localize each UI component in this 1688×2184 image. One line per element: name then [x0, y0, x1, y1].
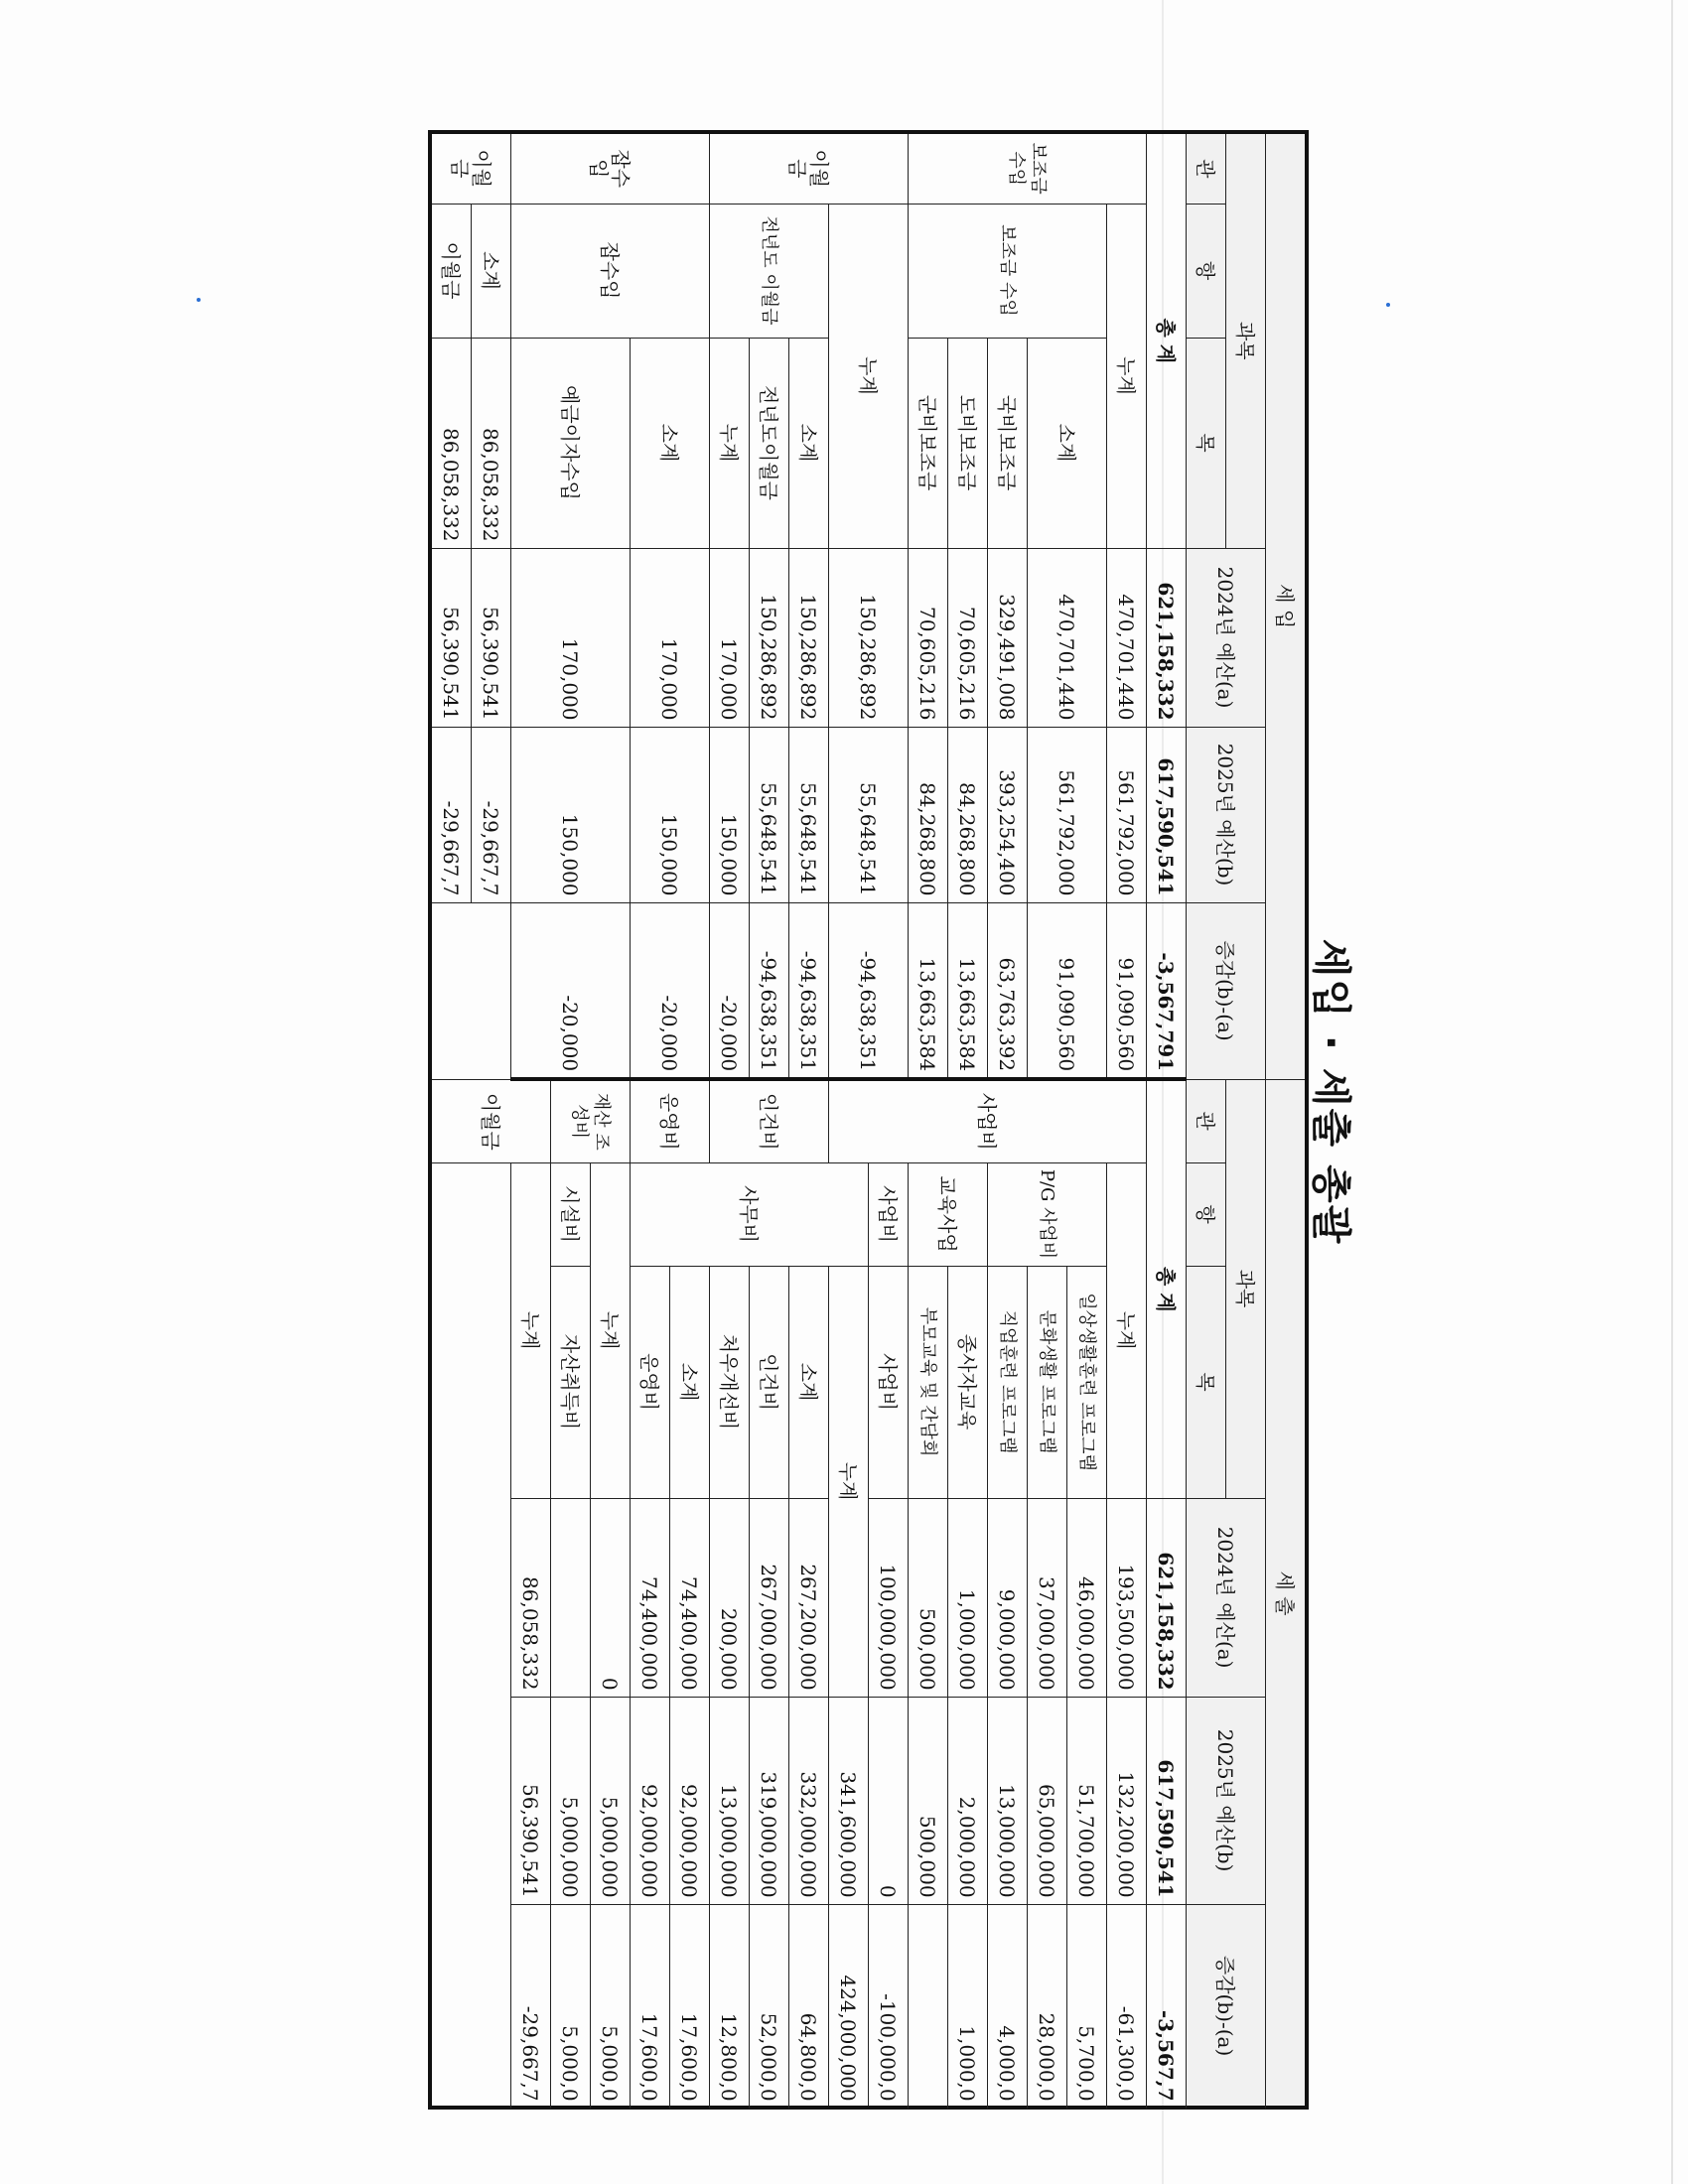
page-title: 세입 · 세출 총괄 [1308, 938, 1353, 1246]
income-diff: -94,638,351 [750, 902, 789, 1079]
income-budget-2024: 329,491,008 [988, 548, 1028, 727]
expense-diff: -29,667,7 [511, 1904, 551, 2108]
expense-budget-2024: 86,058,332 [430, 338, 472, 548]
income-diff: -20,000 [631, 902, 710, 1079]
expense-diff: -3,567,7 [1147, 1904, 1187, 2108]
income-budget-2025-header: 2025년 예산(b) [1187, 727, 1266, 902]
expense-budget-2024: 46,000,000 [1067, 1498, 1107, 1697]
expense-mok-welfare: 처우개선비 [710, 1266, 750, 1498]
income-budget-2025: 561,792,000 [1028, 727, 1107, 902]
expense-diff: 17,600,0 [670, 1904, 710, 2108]
expense-budget-2025: 617,590,541 [1147, 1697, 1187, 1904]
expense-budget-2024: 193,500,000 [1107, 1498, 1147, 1697]
expense-diff: 64,800,0 [789, 1904, 829, 2108]
income-mok-interest: 예금이자수입 [511, 338, 631, 548]
income-budget-2024: 150,286,892 [829, 548, 909, 727]
income-budget-2024: 170,000 [631, 548, 710, 727]
income-budget-2024: 70,605,216 [909, 548, 948, 727]
expense-hang-pg: P/G 사업비 [988, 1162, 1107, 1266]
expense-personnel-sub-label: 소계 [789, 1266, 829, 1498]
income-mok-prev-carryover: 전년도이월금 [750, 338, 789, 548]
expense-budget-2025: 319,000,000 [750, 1697, 789, 1904]
expense-diff: 5,000,0 [591, 1904, 631, 2108]
income-misc-sum-label: 누계 [710, 338, 750, 548]
income-hang-subsidy: 보조금 수입 [909, 204, 1107, 338]
expense-gwan-header: 관 [1187, 1079, 1226, 1162]
income-budget-2024: 150,286,892 [750, 548, 789, 727]
expense-mok-project: 사업비 [869, 1266, 909, 1498]
income-carryover-sum-label: 누계 [829, 204, 909, 548]
income-total-label: 총 계 [1147, 132, 1187, 548]
income-hang-header: 항 [1187, 204, 1226, 338]
table-row [1107, 132, 1147, 2108]
expense-office-sum-label: 누계 [829, 1266, 869, 1697]
expense-gwan-carry: 이월금 [430, 1079, 551, 1162]
expense-budget-2025: 500,000 [909, 1697, 948, 1904]
expense-budget-2025: 56,390,541 [430, 548, 472, 727]
expense-mok-header: 목 [1187, 1266, 1226, 1498]
expense-carry-sum-label: 누계 [511, 1162, 551, 1498]
expense-hang-personnel: 인건비 [710, 1079, 829, 1162]
expense-budget-2024: 621,158,332 [1147, 1498, 1187, 1697]
expense-diff [909, 1904, 948, 2108]
expense-hang-carry: 이월금 [430, 132, 511, 204]
income-diff: 63,763,392 [988, 902, 1028, 1079]
income-budget-2025: 150,000 [511, 727, 631, 902]
expense-budget-2025: 92,000,000 [631, 1697, 670, 1904]
expense-diff: -29,667,7 [472, 727, 511, 902]
expense-diff: 4,000,0 [988, 1904, 1028, 2108]
expense-budget-2024: 74,400,000 [670, 1498, 710, 1697]
expense-gwan-business: 사업비 [829, 1079, 1147, 1162]
expense-diff: -61,300,0 [1107, 1904, 1147, 2108]
expense-total-label: 총 계 [1147, 1079, 1187, 1498]
expense-budget-2025: 51,700,000 [1067, 1697, 1107, 1904]
expense-gwan-property: 재산 조성비 [551, 1079, 631, 1162]
expense-budget-2024: 9,000,000 [988, 1498, 1028, 1697]
expense-diff: 1,000,0 [948, 1904, 988, 2108]
income-budget-2025: 55,648,541 [789, 727, 829, 902]
income-budget-2025: 150,000 [631, 727, 710, 902]
income-budget-2024: 170,000 [710, 548, 750, 727]
expense-budget-2024 [551, 1498, 591, 1697]
expense-budget-2025: 5,000,000 [591, 1697, 631, 1904]
expense-mok-asset: 자산취득비 [551, 1266, 591, 1498]
expense-budget-2025: 5,000,000 [551, 1697, 591, 1904]
expense-diff: -100,000,0 [869, 1904, 909, 2108]
expense-diff: 12,800,0 [710, 1904, 750, 2108]
header-row-sections [1266, 132, 1308, 2108]
expense-mok-culture: 문화생활 프로그램 [1028, 1266, 1067, 1498]
income-budget-2024: 621,158,332 [1147, 548, 1187, 727]
expense-business-sum-label: 누계 [1107, 1162, 1147, 1498]
expense-mok-daily-training: 일상생활훈련 프로그램 [1067, 1266, 1107, 1498]
expense-budget-2025: 424,000,000 [829, 1904, 869, 2108]
expense-budget-2025: 2,000,000 [948, 1697, 988, 1904]
income-budget-2025: 55,648,541 [750, 727, 789, 902]
expense-diff: 5,700,0 [1067, 1904, 1107, 2108]
expense-diff-header: 증감(b)-(a) [1187, 1904, 1266, 2108]
income-diff: -20,000 [511, 902, 631, 1079]
income-diff: -94,638,351 [829, 902, 909, 1079]
income-section-header: 세 입 [1266, 132, 1308, 1079]
expense-hang-header: 항 [1187, 1162, 1226, 1266]
income-misc-sub-label: 소계 [631, 338, 710, 548]
expense-hang-project: 사업비 [869, 1162, 909, 1266]
expense-budget-2024: 267,200,000 [789, 1498, 829, 1697]
expense-carry-sub-label: 소계 [472, 204, 511, 338]
expense-gwan-office: 사무비 [631, 1162, 869, 1266]
income-diff: 91,090,560 [1107, 902, 1147, 1079]
expense-diff: 17,600,0 [631, 1904, 670, 2108]
income-carryover-sub-label: 소계 [789, 338, 829, 548]
expense-property-sum-label: 누계 [591, 1162, 631, 1498]
table-row [1147, 132, 1187, 2108]
expense-budget-2024: 341,600,000 [829, 1697, 869, 1904]
expense-budget-2024: 74,400,000 [631, 1498, 670, 1697]
expense-budget-2025: 92,000,000 [670, 1697, 710, 1904]
income-gwan-carryover: 이월금 [710, 132, 909, 204]
expense-mok-parent-edu: 부모교육 및 간담회 [909, 1266, 948, 1498]
income-budget-2025: 84,268,800 [948, 727, 988, 902]
expense-diff: -29,667,7 [430, 727, 472, 902]
expense-category-header: 과목 [1226, 1079, 1266, 1498]
income-budget-2024-header: 2024년 예산(a) [1187, 548, 1266, 727]
income-diff: 91,090,560 [1028, 902, 1107, 1079]
expense-budget-2025: 56,390,541 [472, 548, 511, 727]
income-diff: 13,663,584 [909, 902, 948, 1079]
expense-mok-personnel: 인건비 [750, 1266, 789, 1498]
expense-budget-2024: 200,000 [710, 1498, 750, 1697]
expense-budget-2025: 132,200,000 [1107, 1697, 1147, 1904]
header-row-columns [1226, 132, 1266, 2108]
income-gwan-misc: 잡수입 [511, 132, 710, 204]
income-category-header: 과목 [1226, 132, 1266, 548]
table-row [789, 132, 829, 2108]
income-subsidy-sum-label: 누계 [1107, 204, 1147, 548]
expense-diff: 5,000,0 [551, 1904, 591, 2108]
income-budget-2024: 170,000 [511, 548, 631, 727]
expense-budget-2024: 100,000,000 [869, 1498, 909, 1697]
expense-budget-2024: 86,058,332 [511, 1498, 551, 1697]
expense-budget-2025: 65,000,000 [1028, 1697, 1067, 1904]
budget-summary-table [428, 130, 1309, 2110]
expense-budget-2025: 332,000,000 [789, 1697, 829, 1904]
table-row [670, 132, 710, 2108]
income-diff: 13,663,584 [948, 902, 988, 1079]
expense-hang-operating: 운영비 [631, 1079, 710, 1162]
income-diff: -3,567,791 [1147, 902, 1187, 1079]
expense-diff: 52,000,0 [750, 1904, 789, 2108]
income-diff-header: 증감(b)-(a) [1187, 902, 1266, 1079]
income-mok-national: 국비보조금 [988, 338, 1028, 548]
income-budget-2024: 70,605,216 [948, 548, 988, 727]
expense-budget-2025: 13,000,000 [988, 1697, 1028, 1904]
expense-mok-vocational: 직업훈련 프로그램 [988, 1266, 1028, 1498]
expense-mok-staff-edu: 종사자교육 [948, 1266, 988, 1498]
expense-budget-2024: 0 [591, 1498, 631, 1697]
income-hang-misc: 잡수입 [511, 204, 710, 338]
expense-operating-sub-label: 소계 [670, 1266, 710, 1498]
income-mok-provincial: 도비보조금 [948, 338, 988, 548]
income-diff: -20,000 [710, 902, 750, 1079]
expense-diff: 28,000,0 [1028, 1904, 1067, 2108]
expense-budget-2024: 1,000,000 [948, 1498, 988, 1697]
expense-budget-2024: 500,000 [909, 1498, 948, 1697]
income-mok-header: 목 [1187, 338, 1226, 548]
expense-hang-education: 교육사업 [909, 1162, 988, 1266]
income-budget-2025: 393,254,400 [988, 727, 1028, 902]
income-budget-2024: 470,701,440 [1107, 548, 1147, 727]
income-budget-2024: 150,286,892 [789, 548, 829, 727]
income-budget-2025: 561,792,000 [1107, 727, 1147, 902]
expense-hang-facility: 시설비 [551, 1162, 591, 1266]
income-budget-2025: 150,000 [710, 727, 750, 902]
income-mok-county: 군비보조금 [909, 338, 948, 548]
expense-budget-2024: 267,000,000 [750, 1498, 789, 1697]
expense-budget-2024: 37,000,000 [1028, 1498, 1067, 1697]
income-budget-2025: 55,648,541 [829, 727, 909, 902]
expense-mok-carry: 이월금 [430, 204, 472, 338]
income-budget-2025: 617,590,541 [1147, 727, 1187, 902]
income-budget-2024: 470,701,440 [1028, 548, 1107, 727]
income-gwan-subsidy: 보조금 수입 [909, 132, 1147, 204]
income-hang-carryover: 전년도 이월금 [710, 204, 829, 338]
income-diff: -94,638,351 [789, 902, 829, 1079]
expense-budget-2025: 13,000,000 [710, 1697, 750, 1904]
expense-budget-2024-header: 2024년 예산(a) [1187, 1498, 1266, 1697]
expense-section-header: 세 출 [1266, 1079, 1308, 2108]
expense-budget-2025-header: 2025년 예산(b) [1187, 1697, 1266, 1904]
income-budget-2025: 84,268,800 [909, 727, 948, 902]
expense-budget-2025: 0 [869, 1697, 909, 1904]
income-subsidy-sub-label: 소계 [1028, 338, 1107, 548]
expense-budget-2024: 86,058,332 [472, 338, 511, 548]
income-gwan-header: 관 [1187, 132, 1226, 204]
expense-budget-2025: 56,390,541 [511, 1697, 551, 1904]
table-row [591, 132, 631, 2108]
expense-mok-operating: 운영비 [631, 1266, 670, 1498]
